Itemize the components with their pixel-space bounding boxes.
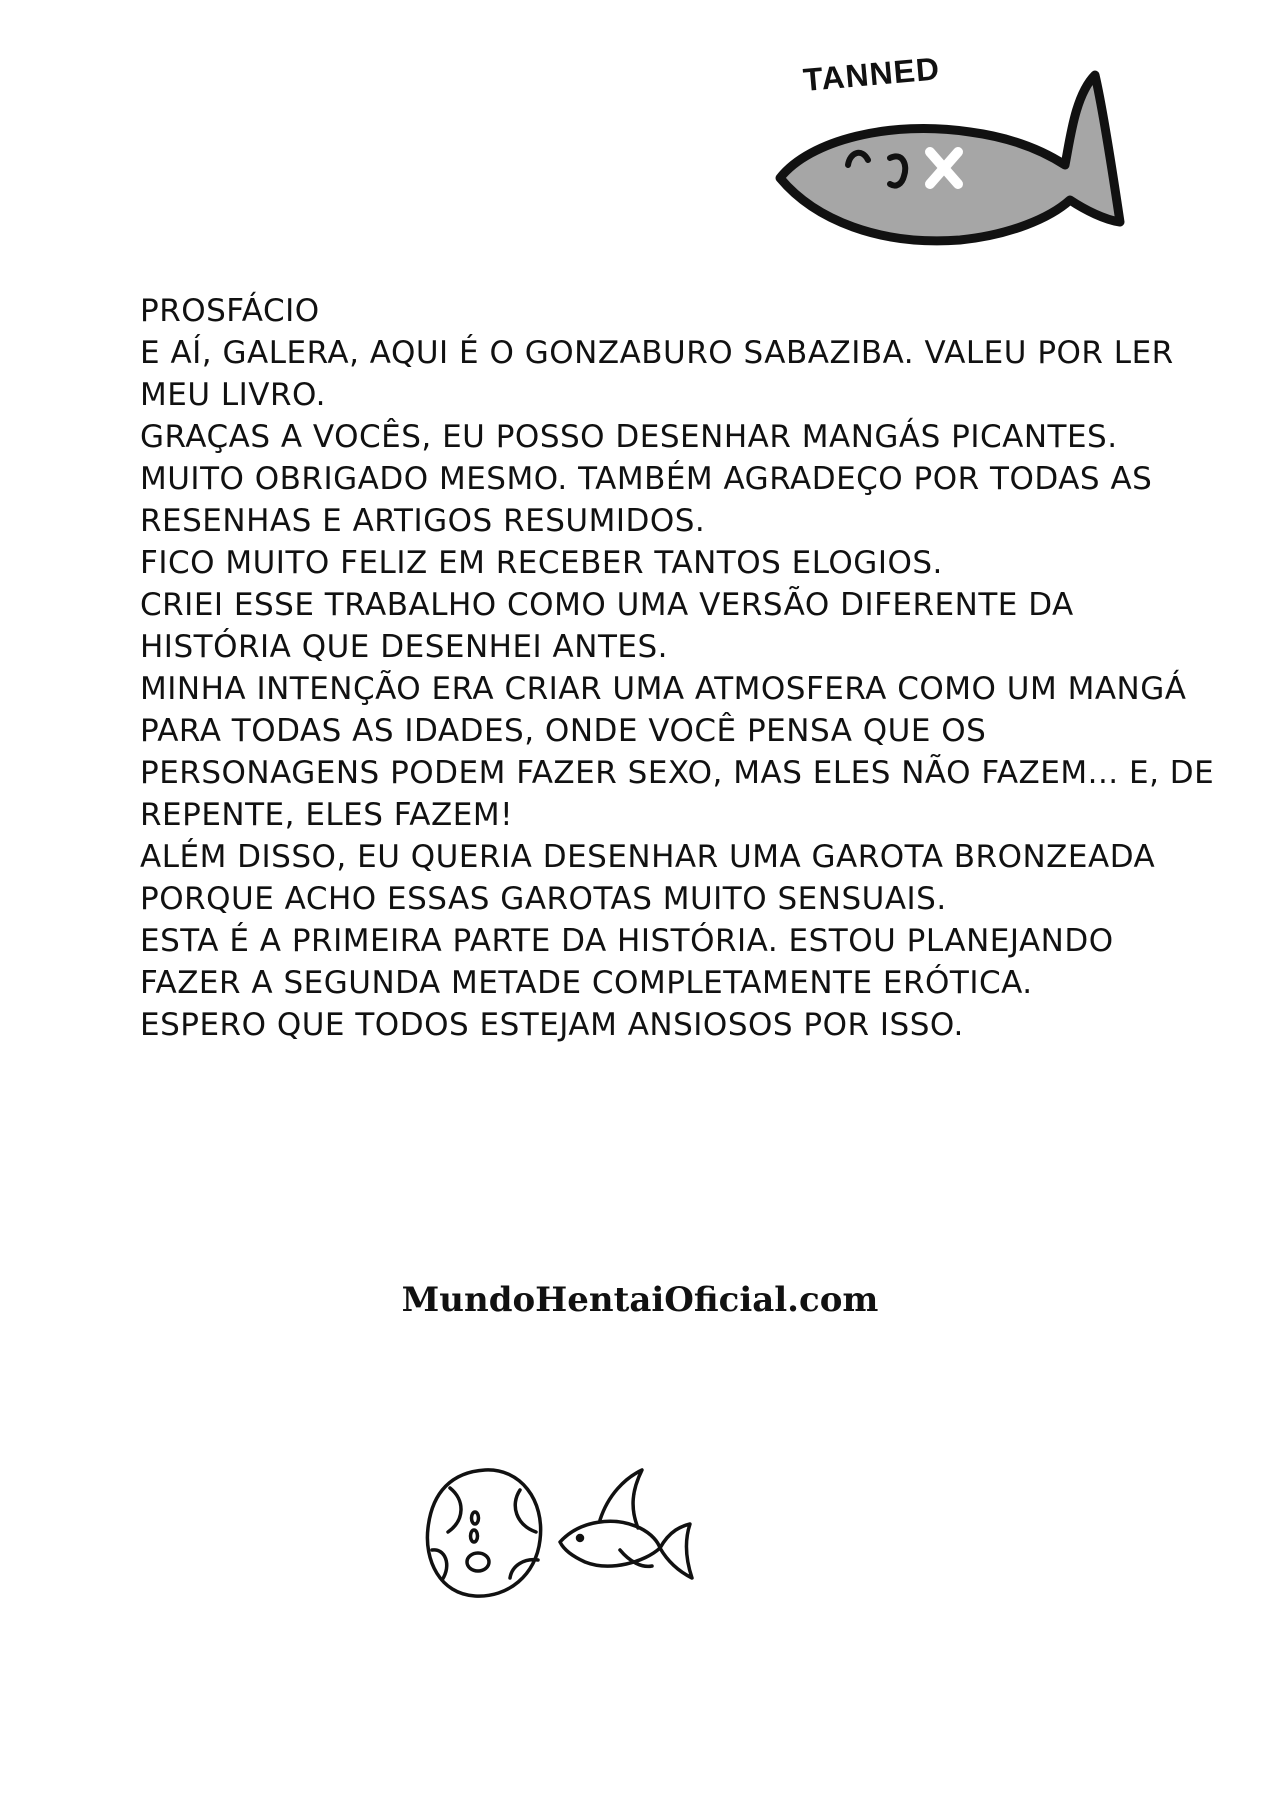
afterword-line: CRIEI ESSE TRABALHO COMO UMA VERSÃO DIFERENTE DA HISTÓRIA QUE DESENHEI ANTES. xyxy=(140,587,1085,665)
afterword-line: ESTA É A PRIMEIRA PARTE DA HISTÓRIA. ESTOU PLANEJANDO FAZER A SEGUNDA METADE COMPLETAMENTE ERÓTICA. xyxy=(140,923,1124,1001)
doodles xyxy=(420,1450,700,1610)
afterword-line: GRAÇAS A VOCÊS, EU POSSO DESENHAR MANGÁS PICANTES. MUITO OBRIGADO MESMO. TAMBÉM AGRADEÇO POR TODAS AS RESENHAS E ARTIGOS RESUMIDOS. xyxy=(140,419,1163,539)
afterword-line: FICO MUITO FELIZ EM RECEBER TANTOS ELOGIOS. xyxy=(140,545,943,581)
logo-label: TANNED xyxy=(801,50,942,99)
afterword-line: ALÉM DISSO, EU QUERIA DESENHAR UMA GAROTA BRONZEADA PORQUE ACHO ESSAS GAROTAS MUITO SENSUAIS. xyxy=(140,839,1166,917)
afterword-line: ESPERO QUE TODOS ESTEJAM ANSIOSOS POR ISSO. xyxy=(140,1007,964,1043)
ball-creature-icon xyxy=(427,1470,540,1596)
afterword-text xyxy=(140,290,1225,1046)
afterword-line: MINHA INTENÇÃO ERA CRIAR UMA ATMOSFERA COMO UM MANGÁ PARA TODAS AS IDADES, ONDE VOCÊ PENSA QUE OS PERSONAGENS PODEM FAZER SEXO, MAS ELES NÃO FAZEM... E, DE REPENTE, ELES FAZEM! xyxy=(140,671,1225,833)
small-fish-icon xyxy=(560,1470,692,1578)
watermark-url: MundoHentaiOficial.com xyxy=(401,1280,879,1320)
afterword-title: PROSFÁCIO xyxy=(140,293,320,329)
fish-icon xyxy=(770,60,1140,260)
afterword-line: E AÍ, GALERA, AQUI É O GONZABURO SABAZIBA. VALEU POR LER MEU LIVRO. xyxy=(140,335,1185,413)
